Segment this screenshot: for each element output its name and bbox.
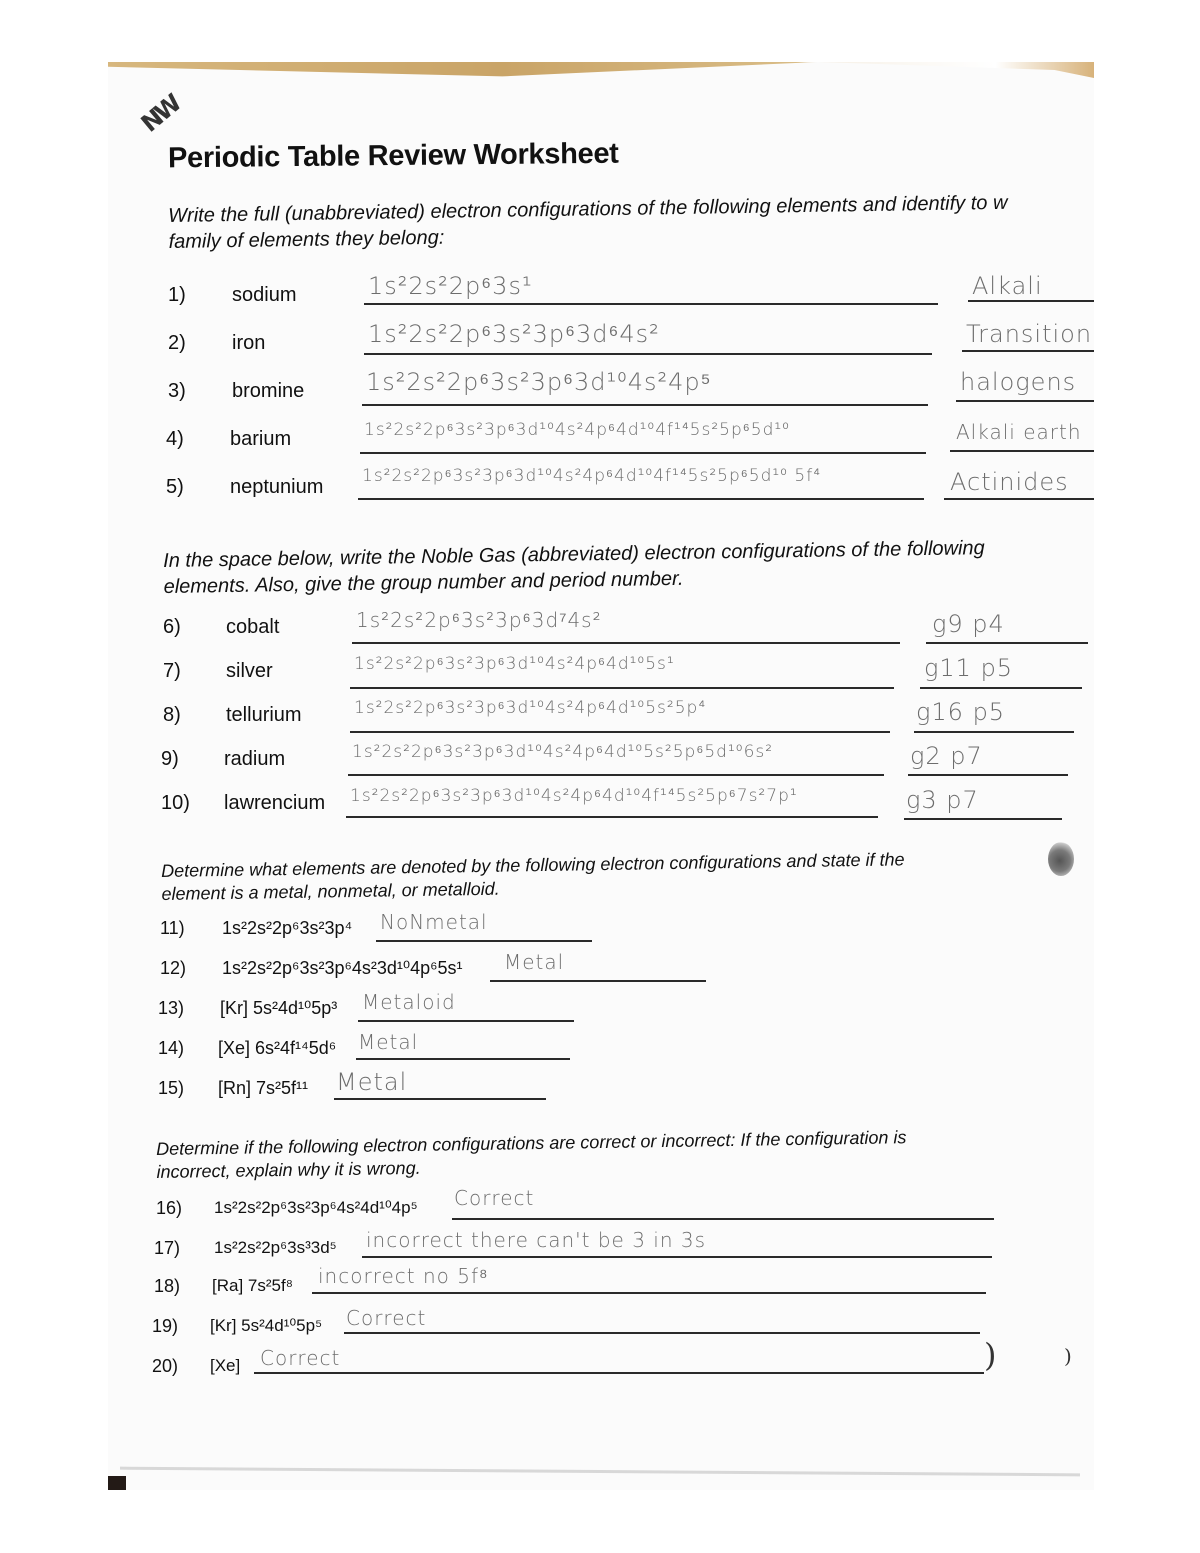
item-number: 2) [168,332,186,354]
item-number: 18) [154,1276,181,1296]
family-answer[interactable]: Alkali [972,272,1043,300]
group-period-line [904,818,1062,820]
section1-instructions-line1: Write the full (unabbreviated) electron configurations of the following elements and identify to w [168,191,1008,227]
item-number: 6) [163,616,181,638]
family-line [962,350,1094,352]
family-answer[interactable]: halogens [960,368,1077,396]
config-text: 1s²2s²2p⁶3s²3p⁴ [222,918,353,938]
item-number: 3) [168,380,186,402]
metal-type-answer[interactable]: NoNmetal [380,910,488,934]
group-period-answer[interactable]: g9 p4 [932,610,1005,638]
section2-instructions-line1: In the space below, write the Noble Gas (abbreviated) electron configurations of the following [163,537,985,572]
element-name: barium [230,428,292,450]
family-line [950,450,1094,452]
config-answer[interactable]: 1s²2s²2p⁶3s¹ [368,272,533,300]
config-answer[interactable]: 1s²2s²2p⁶3s²3p⁶3d¹⁰4s²4p⁶4d¹⁰4f¹⁴5s²5p⁶5d¹⁰ [364,420,790,440]
group-period-answer[interactable]: g16 p5 [916,698,1006,726]
corner-mark [108,1476,126,1490]
correctness-answer[interactable]: incorrect there can't be 3 in 3s [366,1228,707,1252]
section3-instructions-line1: Determine what elements are denoted by the following electron configurations and state if the [161,849,905,881]
config-answer[interactable]: 1s²2s²2p⁶3s²3p⁶3d¹⁰4s²4p⁶4d¹⁰4f¹⁴5s²5p⁶7s²7p¹ [350,786,798,806]
answer-line [376,940,592,942]
section4-instructions-line1: Determine if the following electron configurations are correct or incorrect: If the configuration is [156,1127,907,1159]
answer-line [364,303,938,305]
config-answer[interactable]: 1s²2s²2p⁶3s²3p⁶3d⁷4s² [356,608,602,632]
config-text: [Xe] [210,1356,241,1375]
item-number: 13) [158,998,185,1018]
element-name: iron [232,332,266,354]
metal-type-answer[interactable]: Metaloid [362,990,456,1014]
item-number: 9) [161,748,179,770]
section4-instructions-line2: incorrect, explain why it is wrong. [156,1157,421,1182]
bracket-mark-small: ) [1064,1344,1072,1368]
config-text: [Xe] 6s²4f¹⁴5d⁶ [218,1038,337,1058]
config-text: [Kr] 5s²4d¹⁰5p⁵ [210,1316,323,1335]
config-text: 1s²2s²2p⁶3s³3d⁵ [214,1238,337,1257]
binder-hole-icon [1048,842,1074,876]
correctness-answer[interactable]: Correct [260,1346,341,1370]
family-answer[interactable]: Alkali earth [956,420,1082,444]
page-title: Periodic Table Review Worksheet [167,137,619,175]
answer-line [350,687,894,689]
element-name: cobalt [226,616,280,638]
config-answer[interactable]: 1s²2s²2p⁶3s²3p⁶3d¹⁰4s²4p⁶4d¹⁰5s²5p⁶5d¹⁰6s² [352,742,774,762]
bracket-mark: ) [984,1336,997,1374]
element-name: silver [226,660,273,682]
correctness-answer[interactable]: Correct [346,1306,427,1330]
group-period-answer[interactable]: g2 p7 [910,742,983,770]
family-line [944,498,1094,500]
element-name: sodium [232,284,297,306]
config-answer[interactable]: 1s²2s²2p⁶3s²3p⁶3d¹⁰4s²4p⁵ [366,368,712,396]
correctness-answer[interactable]: incorrect no 5f⁸ [318,1264,489,1288]
group-period-line [926,642,1088,644]
answer-line [346,816,878,818]
group-period-answer[interactable]: g11 p5 [924,654,1014,682]
answer-line [334,1098,546,1100]
answer-line [348,774,884,776]
metal-type-answer[interactable]: Metal [336,1068,408,1096]
metal-type-answer[interactable]: Metal [358,1030,419,1054]
answer-line [360,452,926,454]
config-answer[interactable]: 1s²2s²2p⁶3s²3p⁶3d⁶4s² [368,320,660,348]
answer-line [358,1020,574,1022]
item-number: 10) [161,792,190,814]
answer-line [350,731,890,733]
answer-line [356,1058,570,1060]
item-number: 7) [163,660,181,682]
config-answer[interactable]: 1s²2s²2p⁶3s²3p⁶3d¹⁰4s²4p⁶4d¹⁰5s¹ [354,654,675,674]
answer-line [352,642,900,644]
item-number: 8) [163,704,181,726]
group-period-line [920,687,1082,689]
config-text: 1s²2s²2p⁶3s²3p⁶4s²3d¹⁰4p⁶5s¹ [222,958,463,978]
answer-line [344,1332,980,1334]
answer-line [364,353,932,355]
item-number: 15) [158,1078,185,1098]
item-number: 11) [160,918,185,938]
config-answer[interactable]: 1s²2s²2p⁶3s²3p⁶3d¹⁰4s²4p⁶4d¹⁰4f¹⁴5s²5p⁶5d¹⁰ 5f⁴ [362,466,822,486]
item-number: 19) [152,1316,179,1336]
item-number: 4) [166,428,184,450]
config-text: [Ra] 7s²5f⁸ [212,1276,293,1295]
element-name: radium [224,748,286,770]
config-text: 1s²2s²2p⁶3s²3p⁶4s²4d¹⁰4p⁵ [214,1198,418,1217]
element-name: neptunium [230,476,324,498]
group-period-line [908,774,1068,776]
answer-line [452,1218,994,1220]
config-text: [Kr] 5s²4d¹⁰5p³ [220,998,338,1018]
item-number: 20) [152,1356,179,1376]
answer-line [490,980,706,982]
answer-line [362,1256,992,1258]
family-line [968,300,1094,302]
correctness-answer[interactable]: Correct [454,1186,535,1210]
section3-instructions-line2: element is a metal, nonmetal, or metalloid. [161,878,500,904]
metal-type-answer[interactable]: Metal [504,950,565,974]
answer-line [312,1292,986,1294]
family-answer[interactable]: Actinides [950,468,1069,496]
element-name: lawrencium [224,792,326,814]
group-period-line [914,731,1074,733]
answer-line [358,498,924,500]
item-number: 5) [166,476,184,498]
config-text: [Rn] 7s²5f¹¹ [218,1078,309,1098]
element-name: tellurium [226,704,302,726]
item-number: 17) [154,1238,181,1258]
section2-instructions-line2: elements. Also, give the group number and period number. [163,567,684,598]
family-answer[interactable]: Transition [966,320,1093,348]
group-period-answer[interactable]: g3 p7 [906,786,979,814]
item-number: 12) [160,958,187,978]
student-initials: NW [135,90,185,138]
element-name: bromine [232,380,305,402]
section1-instructions-line2: family of elements they belong: [168,226,445,253]
item-number: 14) [158,1038,185,1058]
config-answer[interactable]: 1s²2s²2p⁶3s²3p⁶3d¹⁰4s²4p⁶4d¹⁰5s²5p⁴ [354,698,707,718]
family-line [956,400,1094,402]
answer-line [362,404,928,406]
item-number: 16) [156,1198,183,1218]
answer-line [254,1372,984,1374]
item-number: 1) [168,284,186,306]
